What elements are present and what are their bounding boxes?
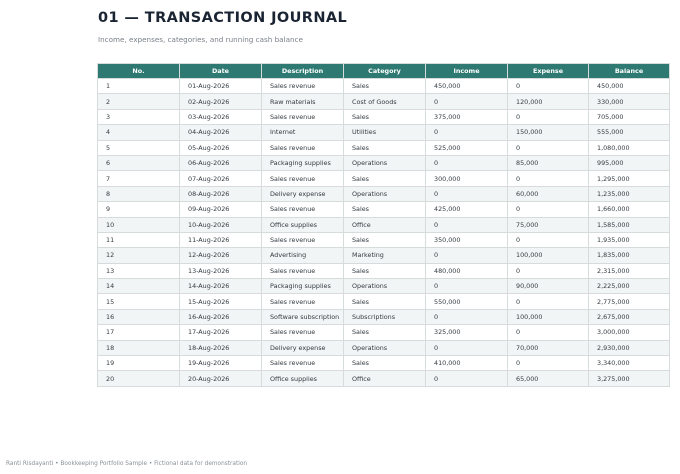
- cell-category: Sales: [344, 202, 426, 217]
- cell-balance: 3,340,000: [589, 356, 670, 371]
- cell-description: Sales revenue: [262, 79, 344, 94]
- cell-no: 10: [98, 217, 180, 232]
- cell-income: 0: [426, 248, 508, 263]
- cell-description: Office supplies: [262, 217, 344, 232]
- cell-income: 0: [426, 279, 508, 294]
- cell-expense: 0: [508, 140, 589, 155]
- cell-balance: 1,660,000: [589, 202, 670, 217]
- cell-date: 13-Aug-2026: [180, 263, 262, 278]
- cell-date: 02-Aug-2026: [180, 94, 262, 109]
- cell-income: 0: [426, 371, 508, 386]
- table-row[interactable]: [98, 248, 670, 263]
- cell-expense: 0: [508, 325, 589, 340]
- cell-balance: 1,835,000: [589, 248, 670, 263]
- cell-no: 14: [98, 279, 180, 294]
- cell-no: 1: [98, 79, 180, 94]
- cell-date: 17-Aug-2026: [180, 325, 262, 340]
- cell-date: 18-Aug-2026: [180, 340, 262, 355]
- cell-expense: 150,000: [508, 125, 589, 140]
- table-row[interactable]: [98, 279, 670, 294]
- cell-expense: 85,000: [508, 155, 589, 170]
- cell-description: Delivery expense: [262, 340, 344, 355]
- table-row[interactable]: [98, 232, 670, 247]
- column-header-balance[interactable]: Balance: [589, 64, 670, 79]
- cell-expense: 0: [508, 109, 589, 124]
- table-row[interactable]: [98, 325, 670, 340]
- cell-description: Software subscription: [262, 309, 344, 324]
- cell-category: Marketing: [344, 248, 426, 263]
- cell-category: Subscriptions: [344, 309, 426, 324]
- cell-no: 9: [98, 202, 180, 217]
- page-title: 01 — TRANSACTION JOURNAL: [98, 10, 348, 26]
- cell-category: Sales: [344, 356, 426, 371]
- table-row[interactable]: [98, 79, 670, 94]
- cell-income: 550,000: [426, 294, 508, 309]
- cell-balance: 1,080,000: [589, 140, 670, 155]
- cell-date: 04-Aug-2026: [180, 125, 262, 140]
- cell-no: 3: [98, 109, 180, 124]
- cell-category: Operations: [344, 279, 426, 294]
- cell-date: 16-Aug-2026: [180, 309, 262, 324]
- cell-expense: 120,000: [508, 94, 589, 109]
- cell-date: 01-Aug-2026: [180, 79, 262, 94]
- cell-balance: 2,930,000: [589, 340, 670, 355]
- cell-expense: 70,000: [508, 340, 589, 355]
- cell-description: Sales revenue: [262, 109, 344, 124]
- cell-no: 18: [98, 340, 180, 355]
- column-header-income[interactable]: Income: [426, 64, 508, 79]
- cell-balance: 3,000,000: [589, 325, 670, 340]
- cell-expense: 0: [508, 171, 589, 186]
- cell-income: 0: [426, 340, 508, 355]
- cell-income: 350,000: [426, 232, 508, 247]
- cell-income: 425,000: [426, 202, 508, 217]
- cell-category: Sales: [344, 232, 426, 247]
- cell-balance: 3,275,000: [589, 371, 670, 386]
- cell-description: Sales revenue: [262, 325, 344, 340]
- cell-date: 09-Aug-2026: [180, 202, 262, 217]
- cell-expense: 0: [508, 356, 589, 371]
- table-row[interactable]: [98, 109, 670, 124]
- cell-income: 0: [426, 94, 508, 109]
- cell-expense: 0: [508, 232, 589, 247]
- cell-balance: 450,000: [589, 79, 670, 94]
- cell-income: 0: [426, 125, 508, 140]
- cell-category: Office: [344, 371, 426, 386]
- cell-description: Sales revenue: [262, 202, 344, 217]
- cell-income: 450,000: [426, 79, 508, 94]
- cell-no: 2: [98, 94, 180, 109]
- table-row[interactable]: [98, 94, 670, 109]
- cell-expense: 0: [508, 202, 589, 217]
- table-row[interactable]: [98, 186, 670, 201]
- cell-no: 11: [98, 232, 180, 247]
- cell-income: 525,000: [426, 140, 508, 155]
- page-footer: Ranti Risdayanti • Bookkeeping Portfolio Sample • Fictional data for demonstration: [6, 461, 248, 467]
- table-header-row: [98, 64, 670, 79]
- cell-description: Packaging supplies: [262, 155, 344, 170]
- cell-category: Sales: [344, 294, 426, 309]
- table-row[interactable]: [98, 356, 670, 371]
- cell-date: 06-Aug-2026: [180, 155, 262, 170]
- cell-expense: 0: [508, 294, 589, 309]
- cell-no: 13: [98, 263, 180, 278]
- cell-income: 300,000: [426, 171, 508, 186]
- cell-expense: 75,000: [508, 217, 589, 232]
- cell-expense: 100,000: [508, 309, 589, 324]
- cell-category: Sales: [344, 79, 426, 94]
- cell-description: Raw materials: [262, 94, 344, 109]
- cell-balance: 705,000: [589, 109, 670, 124]
- column-header-date[interactable]: Date: [180, 64, 262, 79]
- cell-balance: 995,000: [589, 155, 670, 170]
- cell-category: Operations: [344, 340, 426, 355]
- column-header-no[interactable]: No.: [98, 64, 180, 79]
- cell-no: 6: [98, 155, 180, 170]
- table-body: [98, 79, 670, 387]
- cell-balance: 2,675,000: [589, 309, 670, 324]
- table-row[interactable]: [98, 309, 670, 324]
- cell-expense: 60,000: [508, 186, 589, 201]
- cell-no: 5: [98, 140, 180, 155]
- cell-no: 20: [98, 371, 180, 386]
- table-row[interactable]: [98, 217, 670, 232]
- column-header-description[interactable]: Description: [262, 64, 344, 79]
- cell-description: Delivery expense: [262, 186, 344, 201]
- cell-category: Sales: [344, 171, 426, 186]
- cell-expense: 0: [508, 263, 589, 278]
- cell-description: Sales revenue: [262, 232, 344, 247]
- cell-description: Sales revenue: [262, 140, 344, 155]
- cell-no: 15: [98, 294, 180, 309]
- cell-balance: 1,235,000: [589, 186, 670, 201]
- cell-category: Sales: [344, 109, 426, 124]
- cell-category: Operations: [344, 186, 426, 201]
- cell-balance: 1,585,000: [589, 217, 670, 232]
- cell-balance: 2,315,000: [589, 263, 670, 278]
- table-row[interactable]: [98, 340, 670, 355]
- page-subtitle: Income, expenses, categories, and running cash balance: [98, 35, 303, 44]
- cell-balance: 2,225,000: [589, 279, 670, 294]
- column-header-category[interactable]: Category: [344, 64, 426, 79]
- cell-category: Sales: [344, 325, 426, 340]
- cell-description: Sales revenue: [262, 356, 344, 371]
- cell-expense: 65,000: [508, 371, 589, 386]
- cell-category: Operations: [344, 155, 426, 170]
- table-row[interactable]: [98, 140, 670, 155]
- cell-description: Advertising: [262, 248, 344, 263]
- cell-expense: 100,000: [508, 248, 589, 263]
- cell-category: Sales: [344, 140, 426, 155]
- cell-income: 0: [426, 155, 508, 170]
- table-row[interactable]: [98, 294, 670, 309]
- cell-balance: 2,775,000: [589, 294, 670, 309]
- cell-no: 17: [98, 325, 180, 340]
- cell-balance: 330,000: [589, 94, 670, 109]
- table-row[interactable]: [98, 263, 670, 278]
- cell-balance: 1,935,000: [589, 232, 670, 247]
- table-row[interactable]: [98, 371, 670, 386]
- cell-description: Sales revenue: [262, 294, 344, 309]
- cell-date: 05-Aug-2026: [180, 140, 262, 155]
- cell-income: 0: [426, 186, 508, 201]
- cell-date: 10-Aug-2026: [180, 217, 262, 232]
- cell-no: 19: [98, 356, 180, 371]
- cell-description: Sales revenue: [262, 171, 344, 186]
- cell-income: 0: [426, 309, 508, 324]
- cell-expense: 0: [508, 79, 589, 94]
- transaction-journal-table: [97, 63, 670, 387]
- cell-date: 03-Aug-2026: [180, 109, 262, 124]
- cell-date: 19-Aug-2026: [180, 356, 262, 371]
- cell-date: 07-Aug-2026: [180, 171, 262, 186]
- cell-no: 4: [98, 125, 180, 140]
- cell-income: 480,000: [426, 263, 508, 278]
- cell-expense: 90,000: [508, 279, 589, 294]
- cell-no: 7: [98, 171, 180, 186]
- cell-income: 325,000: [426, 325, 508, 340]
- table-row[interactable]: [98, 125, 670, 140]
- cell-balance: 1,295,000: [589, 171, 670, 186]
- column-header-expense[interactable]: Expense: [508, 64, 589, 79]
- cell-income: 410,000: [426, 356, 508, 371]
- table-row[interactable]: [98, 202, 670, 217]
- cell-income: 0: [426, 217, 508, 232]
- cell-category: Office: [344, 217, 426, 232]
- cell-description: Packaging supplies: [262, 279, 344, 294]
- cell-category: Cost of Goods: [344, 94, 426, 109]
- cell-description: Sales revenue: [262, 263, 344, 278]
- cell-date: 08-Aug-2026: [180, 186, 262, 201]
- cell-date: 11-Aug-2026: [180, 232, 262, 247]
- cell-income: 375,000: [426, 109, 508, 124]
- cell-no: 12: [98, 248, 180, 263]
- cell-category: Sales: [344, 263, 426, 278]
- cell-date: 20-Aug-2026: [180, 371, 262, 386]
- cell-date: 12-Aug-2026: [180, 248, 262, 263]
- table-row[interactable]: [98, 171, 670, 186]
- cell-balance: 555,000: [589, 125, 670, 140]
- cell-no: 16: [98, 309, 180, 324]
- cell-category: Utilities: [344, 125, 426, 140]
- cell-description: Internet: [262, 125, 344, 140]
- cell-description: Office supplies: [262, 371, 344, 386]
- table-row[interactable]: [98, 155, 670, 170]
- cell-no: 8: [98, 186, 180, 201]
- cell-date: 14-Aug-2026: [180, 279, 262, 294]
- cell-date: 15-Aug-2026: [180, 294, 262, 309]
